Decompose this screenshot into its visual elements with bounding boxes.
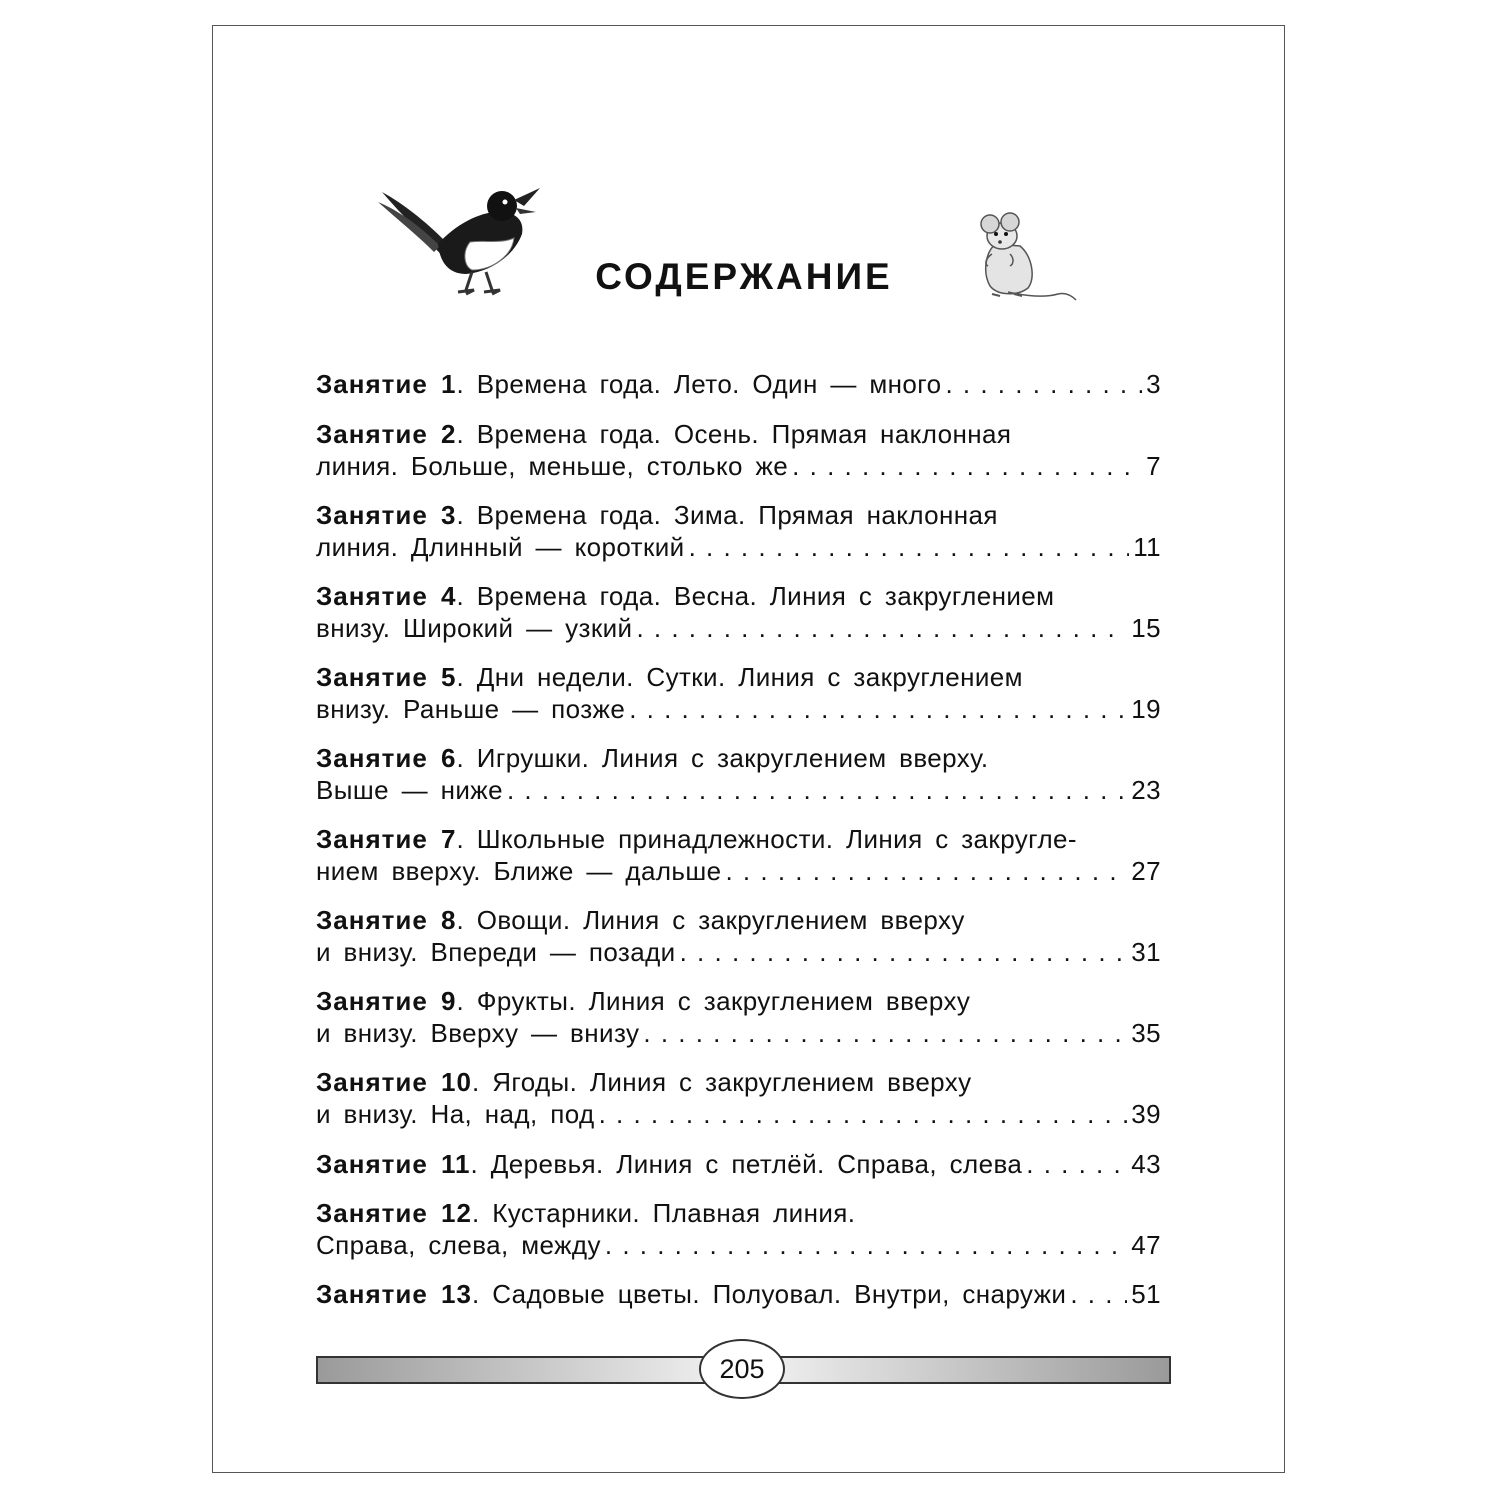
page-number: 205 — [699, 1339, 785, 1399]
toc-entry-1[interactable] — [316, 368, 1161, 400]
entry-label: Занятие 6 — [316, 743, 457, 773]
entry-page-number: 35 — [1131, 1018, 1161, 1048]
entry-page-number: 3 — [1146, 369, 1161, 399]
toc-entry-4[interactable] — [316, 580, 1161, 644]
dot-leader — [643, 1017, 1127, 1049]
entry-text: линия. Длинный — короткий — [316, 532, 685, 562]
toc-entry-12[interactable] — [316, 1197, 1161, 1261]
toc-entry-9[interactable] — [316, 985, 1161, 1049]
dot-leader — [689, 531, 1130, 563]
entry-text: . Времена года. Зима. Прямая наклонная — [456, 500, 998, 530]
entry-text: и внизу. На, над, под — [316, 1099, 595, 1129]
entry-text: . Времена года. Лето. Один — много — [456, 369, 942, 399]
mouse-illustration — [962, 210, 1078, 306]
entry-page-number: 7 — [1146, 451, 1161, 481]
toc-entry-6[interactable] — [316, 742, 1161, 806]
entry-page-number: 11 — [1133, 532, 1161, 562]
entry-label: Занятие 12 — [316, 1198, 472, 1228]
entry-label: Занятие 9 — [316, 986, 457, 1016]
entry-label: Занятие 13 — [316, 1279, 472, 1309]
entry-page-number: 39 — [1131, 1099, 1161, 1129]
entry-page-number: 15 — [1131, 613, 1161, 643]
dot-leader — [792, 450, 1142, 482]
entry-text: и внизу. Впереди — позади — [316, 937, 676, 967]
dot-leader — [680, 936, 1128, 968]
toc-entry-13[interactable] — [316, 1278, 1161, 1310]
entry-page-number: 47 — [1131, 1230, 1161, 1260]
entry-text: . Школьные принадлежности. Линия с закругле- — [456, 824, 1077, 854]
entry-page-number: 51 — [1131, 1279, 1161, 1309]
dot-leader — [599, 1098, 1128, 1130]
dot-leader — [636, 612, 1127, 644]
entry-label: Занятие 2 — [316, 419, 457, 449]
entry-text: . Овощи. Линия с закруглением вверху — [456, 905, 965, 935]
toc-entry-3[interactable] — [316, 499, 1161, 563]
entry-page-number: 23 — [1131, 775, 1161, 805]
entry-text: нием вверху. Ближе — дальше — [316, 856, 722, 886]
dot-leader — [507, 774, 1127, 806]
entry-text: . Игрушки. Линия с закруглением вверху. — [456, 743, 989, 773]
entry-text: . Времена года. Весна. Линия с закруглением — [456, 581, 1055, 611]
entry-text: линия. Больше, меньше, столько же — [316, 451, 789, 481]
entry-text: . Ягоды. Линия с закруглением вверху — [471, 1067, 972, 1097]
toc-entry-7[interactable] — [316, 823, 1161, 887]
dot-leader — [605, 1229, 1127, 1261]
entry-label: Занятие 4 — [316, 581, 457, 611]
entry-text: Справа, слева, между — [316, 1230, 601, 1260]
page-title: СОДЕРЖАНИЕ — [595, 256, 893, 297]
entry-page-number: 27 — [1131, 856, 1161, 886]
entry-text: внизу. Раньше — позже — [316, 694, 626, 724]
entry-label: Занятие 10 — [316, 1067, 472, 1097]
toc-entry-2[interactable] — [316, 418, 1161, 482]
toc-entry-11[interactable] — [316, 1148, 1161, 1180]
entry-text: внизу. Широкий — узкий — [316, 613, 633, 643]
entry-text: . Фрукты. Линия с закруглением вверху — [456, 986, 971, 1016]
entry-text: . Кустарники. Плавная линия. — [471, 1198, 856, 1228]
toc-entry-5[interactable] — [316, 661, 1161, 725]
entry-text: . Времена года. Осень. Прямая наклонная — [456, 419, 1012, 449]
entry-text: Выше — ниже — [316, 775, 503, 805]
entry-label: Занятие 5 — [316, 662, 457, 692]
entry-label: Занятие 8 — [316, 905, 457, 935]
entry-text: . Деревья. Линия с петлёй. Справа, слева — [470, 1149, 1023, 1179]
entry-label: Занятие 3 — [316, 500, 457, 530]
entry-label: Занятие 7 — [316, 824, 457, 854]
toc-entry-10[interactable] — [316, 1066, 1161, 1130]
dot-leader — [725, 855, 1127, 887]
dot-leader — [1026, 1148, 1127, 1180]
entry-text: . Садовые цветы. Полуовал. Внутри, снаружи — [471, 1279, 1067, 1309]
entry-page-number: 19 — [1131, 694, 1161, 724]
dot-leader — [629, 693, 1127, 725]
dot-leader — [945, 368, 1142, 400]
toc-entry-8[interactable] — [316, 904, 1161, 968]
entry-label: Занятие 11 — [316, 1149, 471, 1179]
entry-page-number: 31 — [1131, 937, 1161, 967]
entry-label: Занятие 1 — [316, 369, 457, 399]
entry-page-number: 43 — [1131, 1149, 1161, 1179]
entry-text: и внизу. Вверху — внизу — [316, 1018, 640, 1048]
dot-leader — [1070, 1278, 1127, 1310]
entry-text: . Дни недели. Сутки. Линия с закруглением — [456, 662, 1023, 692]
